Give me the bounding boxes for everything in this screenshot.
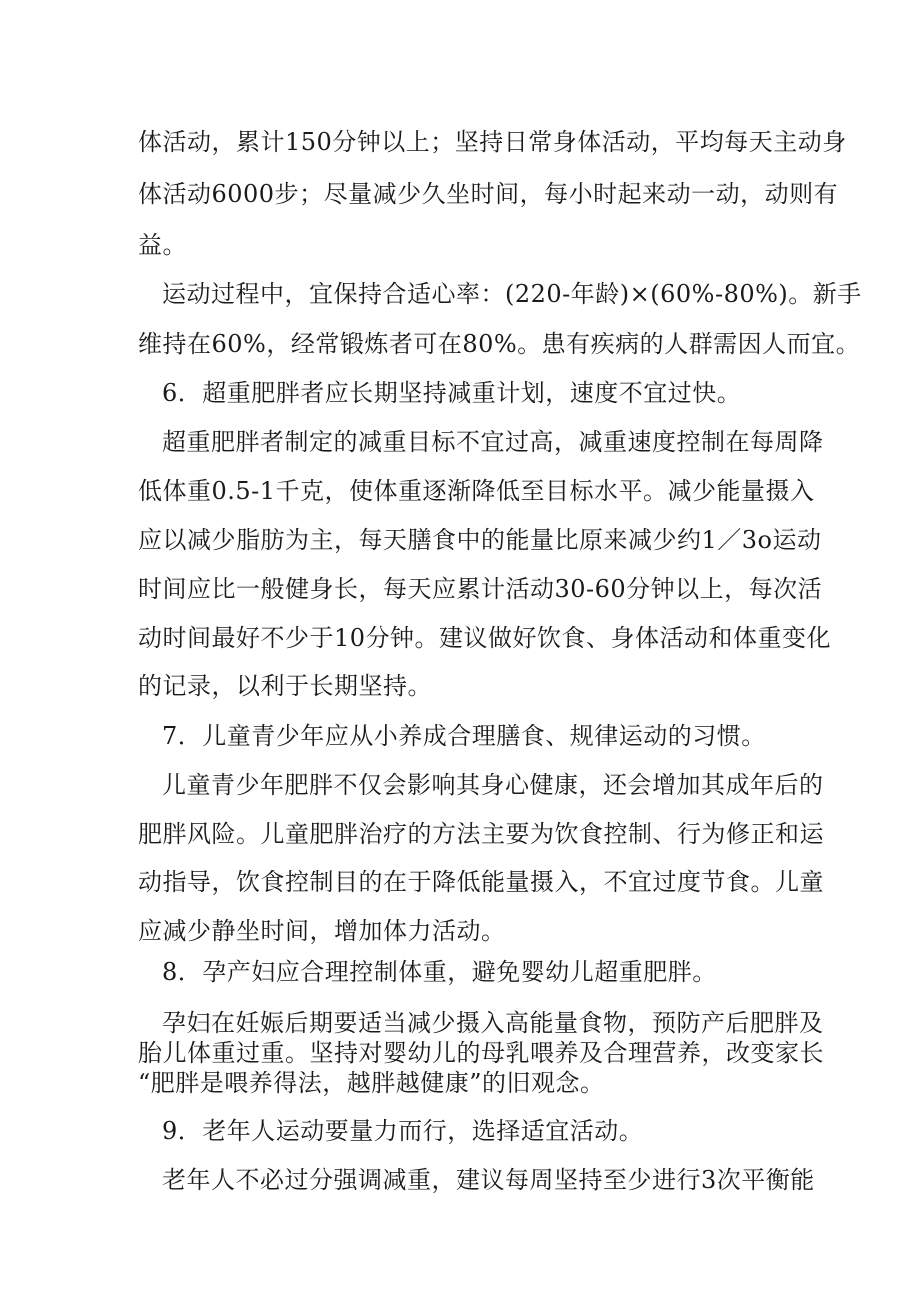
text-line: 时间应比一般健身长，每天应累计活动30-60分钟以上，每次活 [138, 575, 823, 603]
text-line: 运动过程中，宜保持合适心率：(220-年龄)×(60%-80%)。新手 [162, 280, 862, 308]
text-line: 超重肥胖者制定的减重目标不宜过高，减重速度控制在每周降 [162, 428, 824, 456]
section-heading: 9．老年人运动要量力而行，选择适宜活动。 [162, 1117, 644, 1145]
text-line: 低体重0.5-1千克，使体重逐渐降低至目标水平。减少能量摄入 [138, 477, 815, 505]
text-line: 孕妇在妊娠后期要适当减少摄入高能量食物，预防产后肥胖及 [162, 1009, 824, 1037]
section-heading: 7．儿童青少年应从小养成合理膳食、规律运动的习惯。 [162, 722, 766, 750]
text-line: 维持在60%，经常锻炼者可在80%。患有疾病的人群需因人而宜。 [138, 330, 861, 358]
text-line: 儿童青少年肥胖不仅会影响其身心健康，还会增加其成年后的 [162, 771, 824, 799]
text-line: 老年人不必过分强调减重，建议每周坚持至少进行3次平衡能 [162, 1166, 815, 1194]
text-line: 益。 [138, 231, 187, 259]
text-line: 动指导，饮食控制目的在于降低能量摄入，不宜过度节食。儿童 [138, 868, 824, 896]
text-line: 的记录，以利于长期坚持。 [138, 672, 432, 700]
text-line: 应减少静坐时间，增加体力活动。 [138, 917, 506, 945]
text-line: 胎儿体重过重。坚持对婴幼儿的母乳喂养及合理营养，改变家长 [138, 1039, 824, 1067]
text-line: 体活动6000步；尽量减少久坐时间，每小时起来动一动，动则有 [138, 180, 839, 208]
section-heading: 6．超重肥胖者应长期坚持减重计划，速度不宜过快。 [162, 379, 742, 407]
section-heading: 8．孕产妇应合理控制体重，避免婴幼儿超重肥胖。 [162, 958, 717, 986]
text-line: “肥胖是喂养得法，越胖越健康”的旧观念。 [138, 1069, 605, 1097]
text-line: 体活动，累计150分钟以上；坚持日常身体活动，平均每天主动身 [138, 128, 847, 156]
text-line: 应以减少脂肪为主，每天膳食中的能量比原来减少约1／3o运动 [138, 526, 822, 554]
text-line: 肥胖风险。儿童肥胖治疗的方法主要为饮食控制、行为修正和运 [138, 820, 824, 848]
text-line: 动时间最好不少于10分钟。建议做好饮食、身体活动和体重变化 [138, 624, 832, 652]
